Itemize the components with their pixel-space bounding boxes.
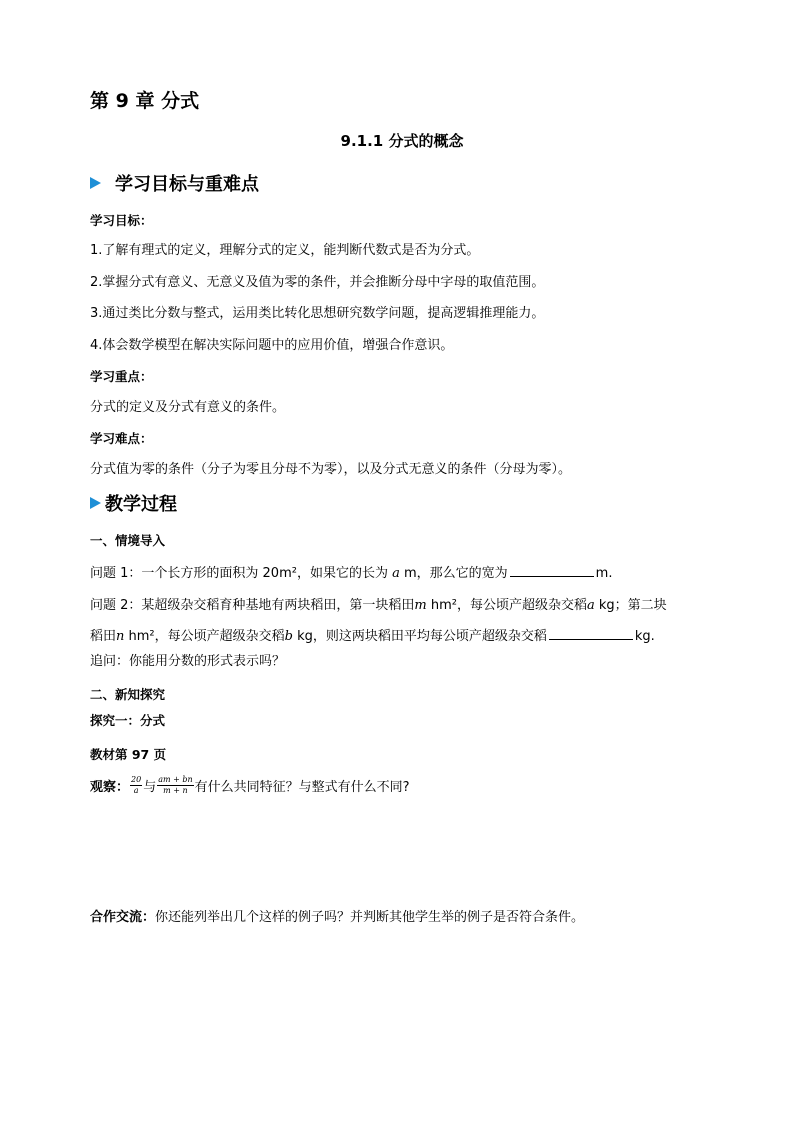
section-heading-process: 教学过程: [90, 490, 177, 516]
fraction-20-over-a: $\frac{20}{a}$: [131, 775, 142, 795]
lesson-title: 9.1.1 分式的概念: [340, 132, 464, 150]
answer-blank[interactable]: [510, 564, 594, 577]
cooperate-line: 合作交流：你还能列举出几个这样的例子吗？并判断其他学生举的例子是否符合条件。: [90, 910, 585, 925]
question-2-line-2: 稻田n hm²，每公顷产超级杂交稻b kg，则这两块稻田平均每公顷产超级杂交稻 kg.: [90, 629, 655, 644]
difficulty-text: 分式值为零的条件（分子为零且分母不为零），以及分式无意义的条件（分母为零）。: [90, 462, 572, 477]
observe-line: 观察： $\frac{20}{a}$ 与 $\frac{am + bn}{m + n}$ 有什么共同特征？与整式有什么不同?: [90, 775, 410, 795]
key-text: 分式的定义及分式有意义的条件。: [90, 400, 286, 415]
part1-label: 一、情境导入: [90, 533, 166, 548]
chapter-title: 第 9 章 分式: [90, 90, 200, 112]
question-1: 问题 1：一个长方形的面积为 20m²，如果它的长为 a m，那么它的宽为 m.: [90, 566, 613, 581]
answer-blank[interactable]: [549, 627, 633, 640]
question-2-line-1: 问题 2：某超级杂交稻育种基地有两块稻田，第一块稻田m hm²，每公顷产超级杂交稻a kg；第二块: [90, 598, 667, 613]
goal-item: 3.通过类比分数与整式，运用类比转化思想研究数学问题，提高逻辑推理能力。: [90, 306, 545, 321]
textbook-reference: 教材第 97 页: [90, 747, 167, 762]
goal-item: 2.掌握分式有意义、无意义及值为零的条件，并会推断分母中字母的取值范围。: [90, 275, 545, 290]
key-label: 学习重点：: [90, 369, 153, 384]
goals-label: 学习目标：: [90, 213, 153, 228]
section-heading-goals: 学习目标与重难点: [90, 170, 259, 196]
play-arrow-icon: [90, 177, 101, 189]
fraction-weighted-average: $\frac{am + bn}{m + n}$: [158, 775, 193, 795]
goal-item: 4.体会数学模型在解决实际问题中的应用价值，增强合作意识。: [90, 338, 454, 353]
play-arrow-icon: [90, 497, 101, 509]
part2-label: 二、新知探究: [90, 687, 166, 702]
followup-question: 追问：你能用分数的形式表示吗？: [90, 654, 286, 669]
goal-item: 1.了解有理式的定义，理解分式的定义，能判断代数式是否为分式。: [90, 243, 480, 258]
difficulty-label: 学习难点：: [90, 431, 153, 446]
explore1-label: 探究一：分式: [90, 713, 166, 728]
